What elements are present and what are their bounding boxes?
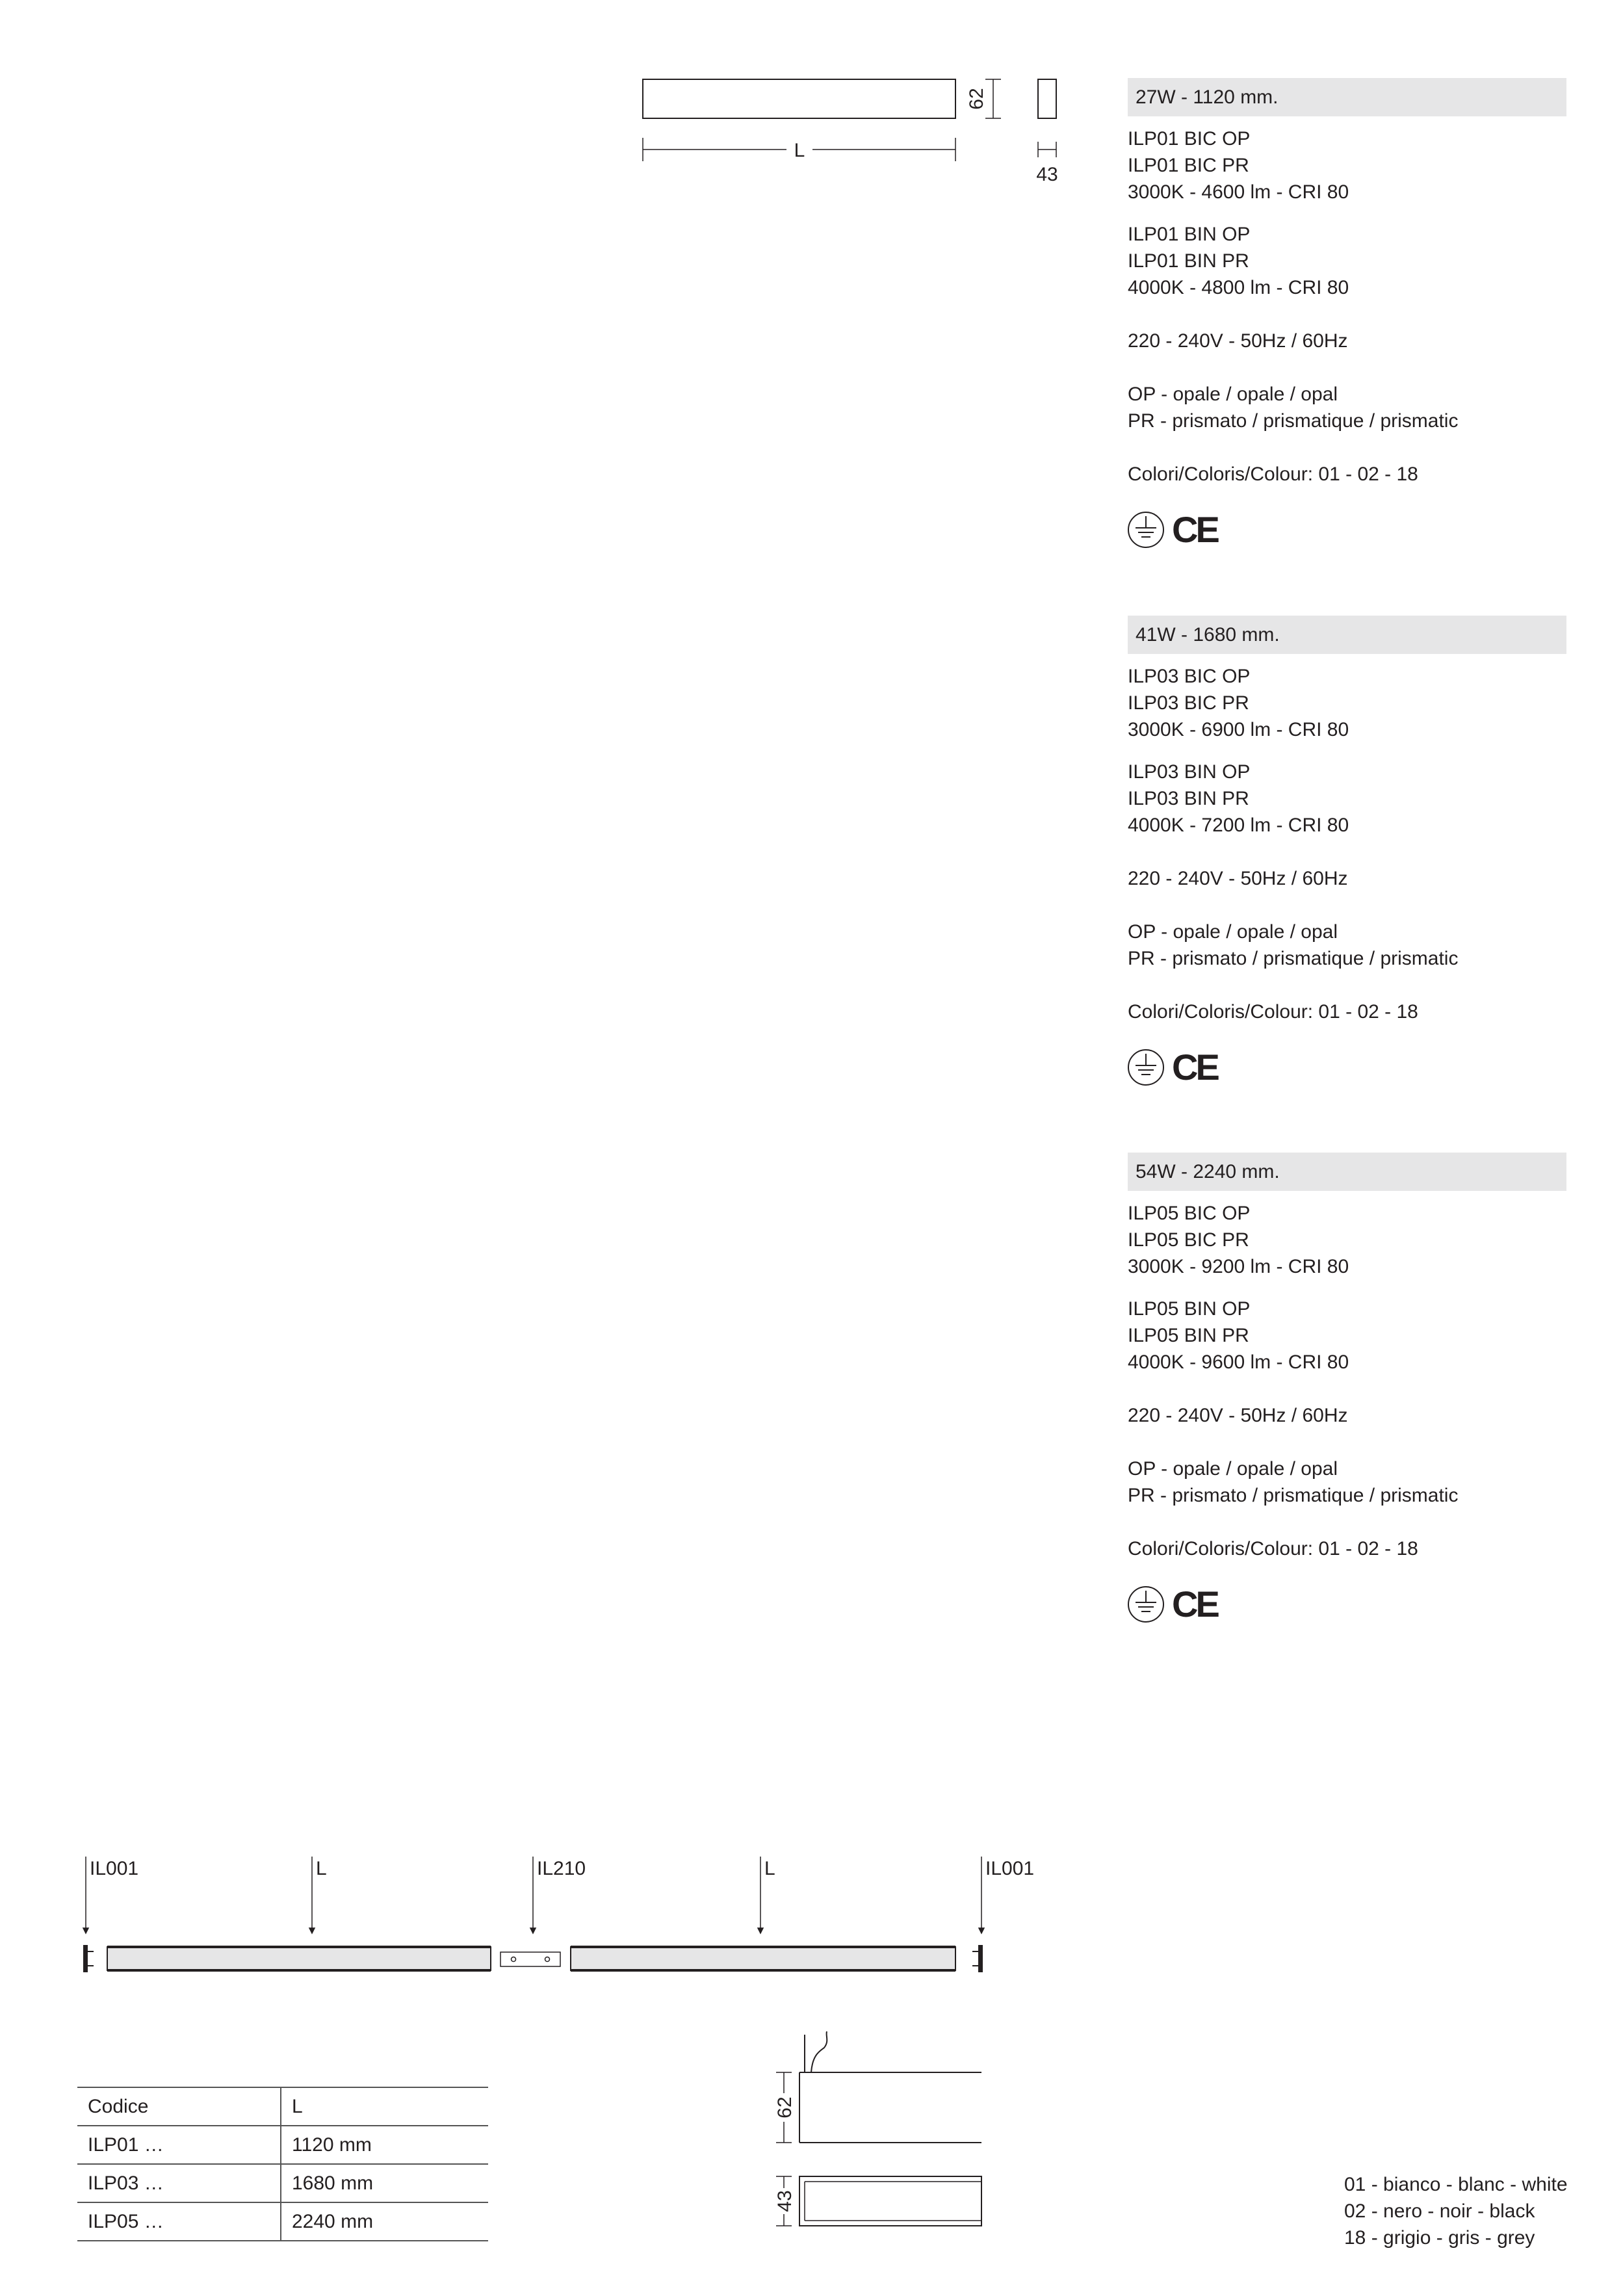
product-code: ILP05 BIN OP <box>1128 1298 1251 1320</box>
table-row <box>77 2164 488 2202</box>
table-header-code: Codice <box>77 2087 281 2126</box>
colour-legend <box>1344 2171 1568 2251</box>
spec-header: 54W - 2240 mm. <box>1128 1153 1566 1191</box>
earth-symbol-icon <box>1128 512 1163 547</box>
colour-legend-item: 18 - grigio - gris - grey <box>1344 2227 1535 2249</box>
assembly-label-joiner: IL210 <box>537 1858 586 1879</box>
earth-symbol-icon <box>1128 1050 1163 1085</box>
colour-options: Colori/Coloris/Colour: 01 - 02 - 18 <box>1128 1538 1418 1559</box>
product-code: ILP01 BIC OP <box>1128 128 1251 150</box>
colour-legend-item: 01 - bianco - blanc - white <box>1344 2174 1568 2195</box>
spec-block-27w <box>1128 78 1566 550</box>
diffuser-opal: OP - opale / opale / opal <box>1128 1458 1338 1480</box>
spec-header: 27W - 1120 mm. <box>1128 78 1566 116</box>
table-cell-code: ILP03 … <box>77 2164 281 2202</box>
product-code: ILP03 BIN OP <box>1128 761 1251 783</box>
profile-side-view <box>1038 79 1056 118</box>
ce-mark-icon: CE <box>1172 1047 1217 1088</box>
product-code: ILP03 BIC PR <box>1128 692 1249 714</box>
height-dimension-label: 62 <box>966 88 987 110</box>
assembly-label-end-cap: IL001 <box>985 1858 1035 1879</box>
power-cable <box>811 2031 827 2072</box>
diffuser-prismatic: PR - prismato / prismatique / prismatic <box>1128 948 1459 969</box>
assembly-label-length: L <box>764 1858 775 1879</box>
voltage-spec: 220 - 240V - 50Hz / 60Hz <box>1128 1405 1348 1426</box>
profile-front-view <box>643 79 955 118</box>
certification-marks <box>1128 1045 1566 1088</box>
table-cell-length: 1120 mm <box>281 2126 488 2164</box>
product-code: ILP05 BIC PR <box>1128 1229 1249 1251</box>
diffuser-opal: OP - opale / opale / opal <box>1128 921 1338 943</box>
section-depth-label: 43 <box>774 2190 796 2212</box>
assembly-drawing <box>71 1846 1059 1989</box>
table-header-length: L <box>281 2087 488 2126</box>
colour-options: Colori/Coloris/Colour: 01 - 02 - 18 <box>1128 1001 1418 1023</box>
colour-legend-item: 02 - nero - noir - black <box>1344 2200 1535 2222</box>
light-spec: 4000K - 9600 lm - CRI 80 <box>1128 1351 1349 1373</box>
table-cell-length: 2240 mm <box>281 2202 488 2241</box>
light-spec: 4000K - 7200 lm - CRI 80 <box>1128 815 1349 836</box>
light-spec: 3000K - 6900 lm - CRI 80 <box>1128 719 1349 740</box>
spec-block-54w <box>1128 1153 1566 1624</box>
light-spec: 4000K - 4800 lm - CRI 80 <box>1128 277 1349 298</box>
table-row <box>77 2202 488 2241</box>
top-dimension-drawing <box>624 65 1079 195</box>
depth-dimension-label: 43 <box>1036 164 1058 185</box>
table-header-row <box>77 2087 488 2126</box>
diffuser-prismatic: PR - prismato / prismatique / prismatic <box>1128 1485 1459 1506</box>
spec-header: 41W - 1680 mm. <box>1128 616 1566 654</box>
ce-mark-icon: CE <box>1172 509 1217 550</box>
diffuser-opal: OP - opale / opale / opal <box>1128 384 1338 405</box>
end-cap-right <box>972 1945 983 1972</box>
table-cell-length: 1680 mm <box>281 2164 488 2202</box>
colour-options: Colori/Coloris/Colour: 01 - 02 - 18 <box>1128 463 1418 485</box>
joiner-connector <box>500 1952 560 1966</box>
product-code: ILP01 BIN OP <box>1128 224 1251 245</box>
length-table <box>77 2087 488 2241</box>
length-dimension-label: L <box>794 140 805 161</box>
certification-marks <box>1128 1582 1566 1624</box>
product-code: ILP03 BIN PR <box>1128 788 1249 809</box>
light-spec: 3000K - 4600 lm - CRI 80 <box>1128 181 1349 203</box>
section-drawing <box>708 2028 988 2243</box>
ce-mark-icon: CE <box>1172 1584 1217 1624</box>
assembly-label-length: L <box>316 1858 327 1879</box>
earth-symbol-icon <box>1128 1587 1163 1622</box>
section-height-label: 62 <box>774 2096 796 2119</box>
table-row <box>77 2126 488 2164</box>
profile-segment-2 <box>571 1947 955 1970</box>
certification-marks <box>1128 507 1566 550</box>
product-code: ILP01 BIC PR <box>1128 155 1249 176</box>
table-cell-code: ILP05 … <box>77 2202 281 2241</box>
table-cell-code: ILP01 … <box>77 2126 281 2164</box>
spec-block-41w <box>1128 616 1566 1088</box>
profile-segment-1 <box>107 1947 491 1970</box>
assembly-label-end-cap: IL001 <box>90 1858 139 1879</box>
product-code: ILP03 BIC OP <box>1128 666 1251 687</box>
voltage-spec: 220 - 240V - 50Hz / 60Hz <box>1128 868 1348 889</box>
product-code: ILP05 BIN PR <box>1128 1325 1249 1346</box>
product-code: ILP05 BIC OP <box>1128 1203 1251 1224</box>
diffuser-prismatic: PR - prismato / prismatique / prismatic <box>1128 410 1459 432</box>
product-code: ILP01 BIN PR <box>1128 250 1249 272</box>
voltage-spec: 220 - 240V - 50Hz / 60Hz <box>1128 330 1348 352</box>
end-cap-left <box>83 1945 94 1972</box>
light-spec: 3000K - 9200 lm - CRI 80 <box>1128 1256 1349 1277</box>
